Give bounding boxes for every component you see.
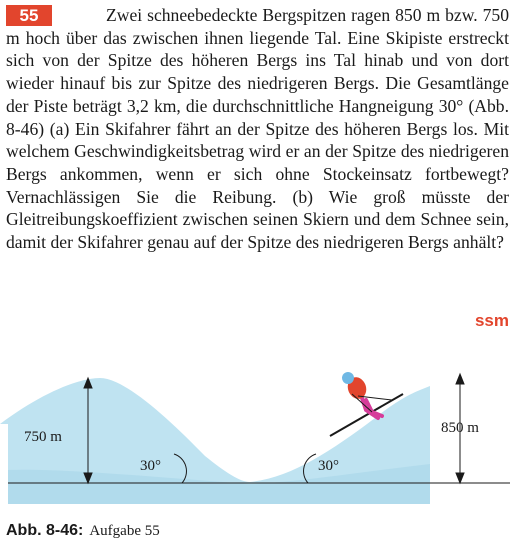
- height-label-right: 850 m: [441, 420, 479, 436]
- caption-label: Abb. 8-46:: [6, 522, 84, 539]
- mountain-figure: [0, 360, 515, 520]
- problem-number-badge: 55: [6, 5, 52, 26]
- caption-text: Aufgabe 55: [89, 523, 160, 539]
- angle-label-right: 30°: [318, 458, 339, 474]
- angle-label-left: 30°: [140, 458, 161, 474]
- height-label-left: 750 m: [24, 429, 62, 445]
- figure-caption: [6, 522, 160, 540]
- problem-text: Zwei schneebedeckte Bergspitzen ragen 850 m bzw. 750 m hoch über das zwischen ihnen liegende Tal. Eine Skipiste erstreckt sich von der Spitze des höheren Bergs ins Tal hinab und von dort wieder hinauf bis zur Spitze des niedrigeren Bergs. Die Gesamtlänge der Piste beträgt 3,2 km, die durchschnittliche Hangneigung 30° (Abb. 8-46) (a) Ein Skifahrer fährt an der Spitze des höheren Bergs los. Mit welchem Geschwindigkeitsbetrag wird er an der Spitze des niedrigeren Bergs ankommen, wenn er sich ohne Stockeinsatz fortbewegt? Vernachlässigen Sie die Reibung. (b) Wie groß müsste der Gleitreibungskoeffizient zwischen seinen Skiern und dem Schnee sein, damit der Skifahrer genau auf der Spitze des niedrigeren Bergs anhält?: [6, 5, 509, 253]
- problem-text-block: [6, 4, 509, 254]
- ssm-tag: ssm: [474, 311, 509, 330]
